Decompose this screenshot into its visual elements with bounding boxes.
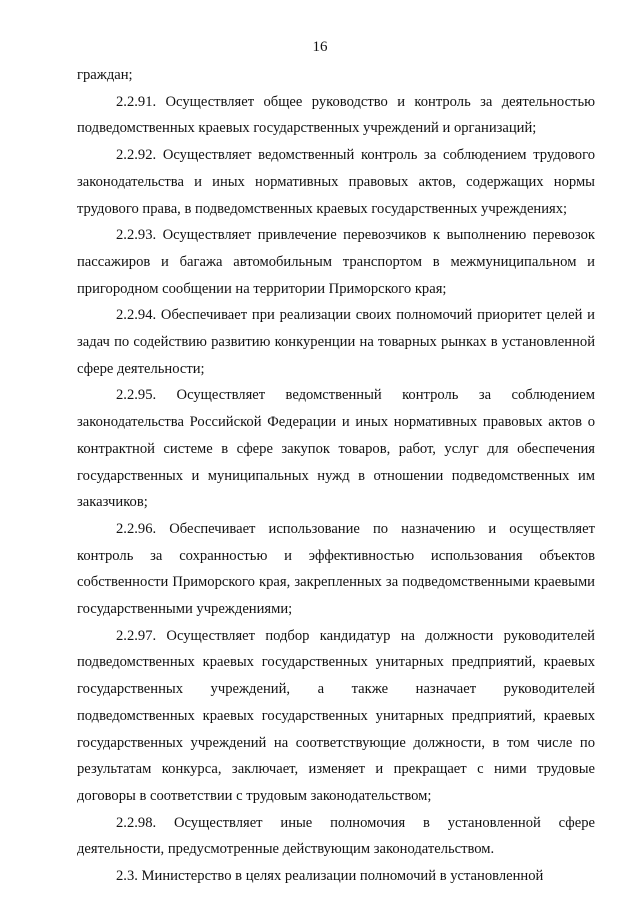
document-body: [77, 62, 595, 890]
paragraph-2-2-95: 2.2.95. Осуществляет ведомственный контроль за соблюдением законодательства Российской Федерации и иных нормативных правовых актов о контрактной системе в сфере закупок товаров, работ, услуг для обеспечения государственных и муниципальных нужд в отношении подведомственных им заказчиков;: [77, 387, 595, 511]
paragraph-2-2-92: 2.2.92. Осуществляет ведомственный контроль за соблюдением трудового законодательства и иных нормативных правовых актов, содержащих нормы трудового права, в подведомственных краевых государственных учреждениях;: [77, 147, 595, 217]
page-number: 16: [312, 39, 328, 55]
paragraph-continuation: граждан;: [77, 67, 133, 83]
paragraph-2-2-94: 2.2.94. Обеспечивает при реализации своих полномочий приоритет целей и задач по содействию развитию конкуренции на товарных рынках в установленной сфере деятельности;: [77, 307, 595, 377]
paragraph-2-2-91: 2.2.91. Осуществляет общее руководство и контроль за деятельностью подведомственных краевых государственных учреждений и организаций;: [77, 93, 595, 137]
paragraph-2-2-96: 2.2.96. Обеспечивает использование по назначению и осуществляет контроль за сохранностью и эффективностью использования объектов собственности Приморского края, закрепленных за подведомственными краевыми государственными учреждениями;: [77, 520, 595, 618]
paragraph-2-3: 2.3. Министерство в целях реализации полномочий в установленной: [116, 868, 544, 885]
paragraph-2-2-97: 2.2.97. Осуществляет подбор кандидатур на должности руководителей подведомственных краевых государственных унитарных предприятий, краевых государственных учреждений, а также назначает руководителей подведомственных краевых государственных унитарных предприятий, краевых государственных учреждений на соответствующие должности, в том числе по результатам конкурса, заключает, изменяет и прекращает с ними трудовые договоры в соответствии с трудовым законодательством;: [77, 627, 595, 804]
paragraph-2-2-93: 2.2.93. Осуществляет привлечение перевозчиков к выполнению перевозок пассажиров и багажа автомобильным транспортом в межмуниципальном и пригородном сообщении на территории Приморского края;: [77, 227, 595, 297]
paragraph-2-2-98: 2.2.98. Осуществляет иные полномочия в установленной сфере деятельности, предусмотренные действующим законодательством.: [77, 814, 595, 858]
